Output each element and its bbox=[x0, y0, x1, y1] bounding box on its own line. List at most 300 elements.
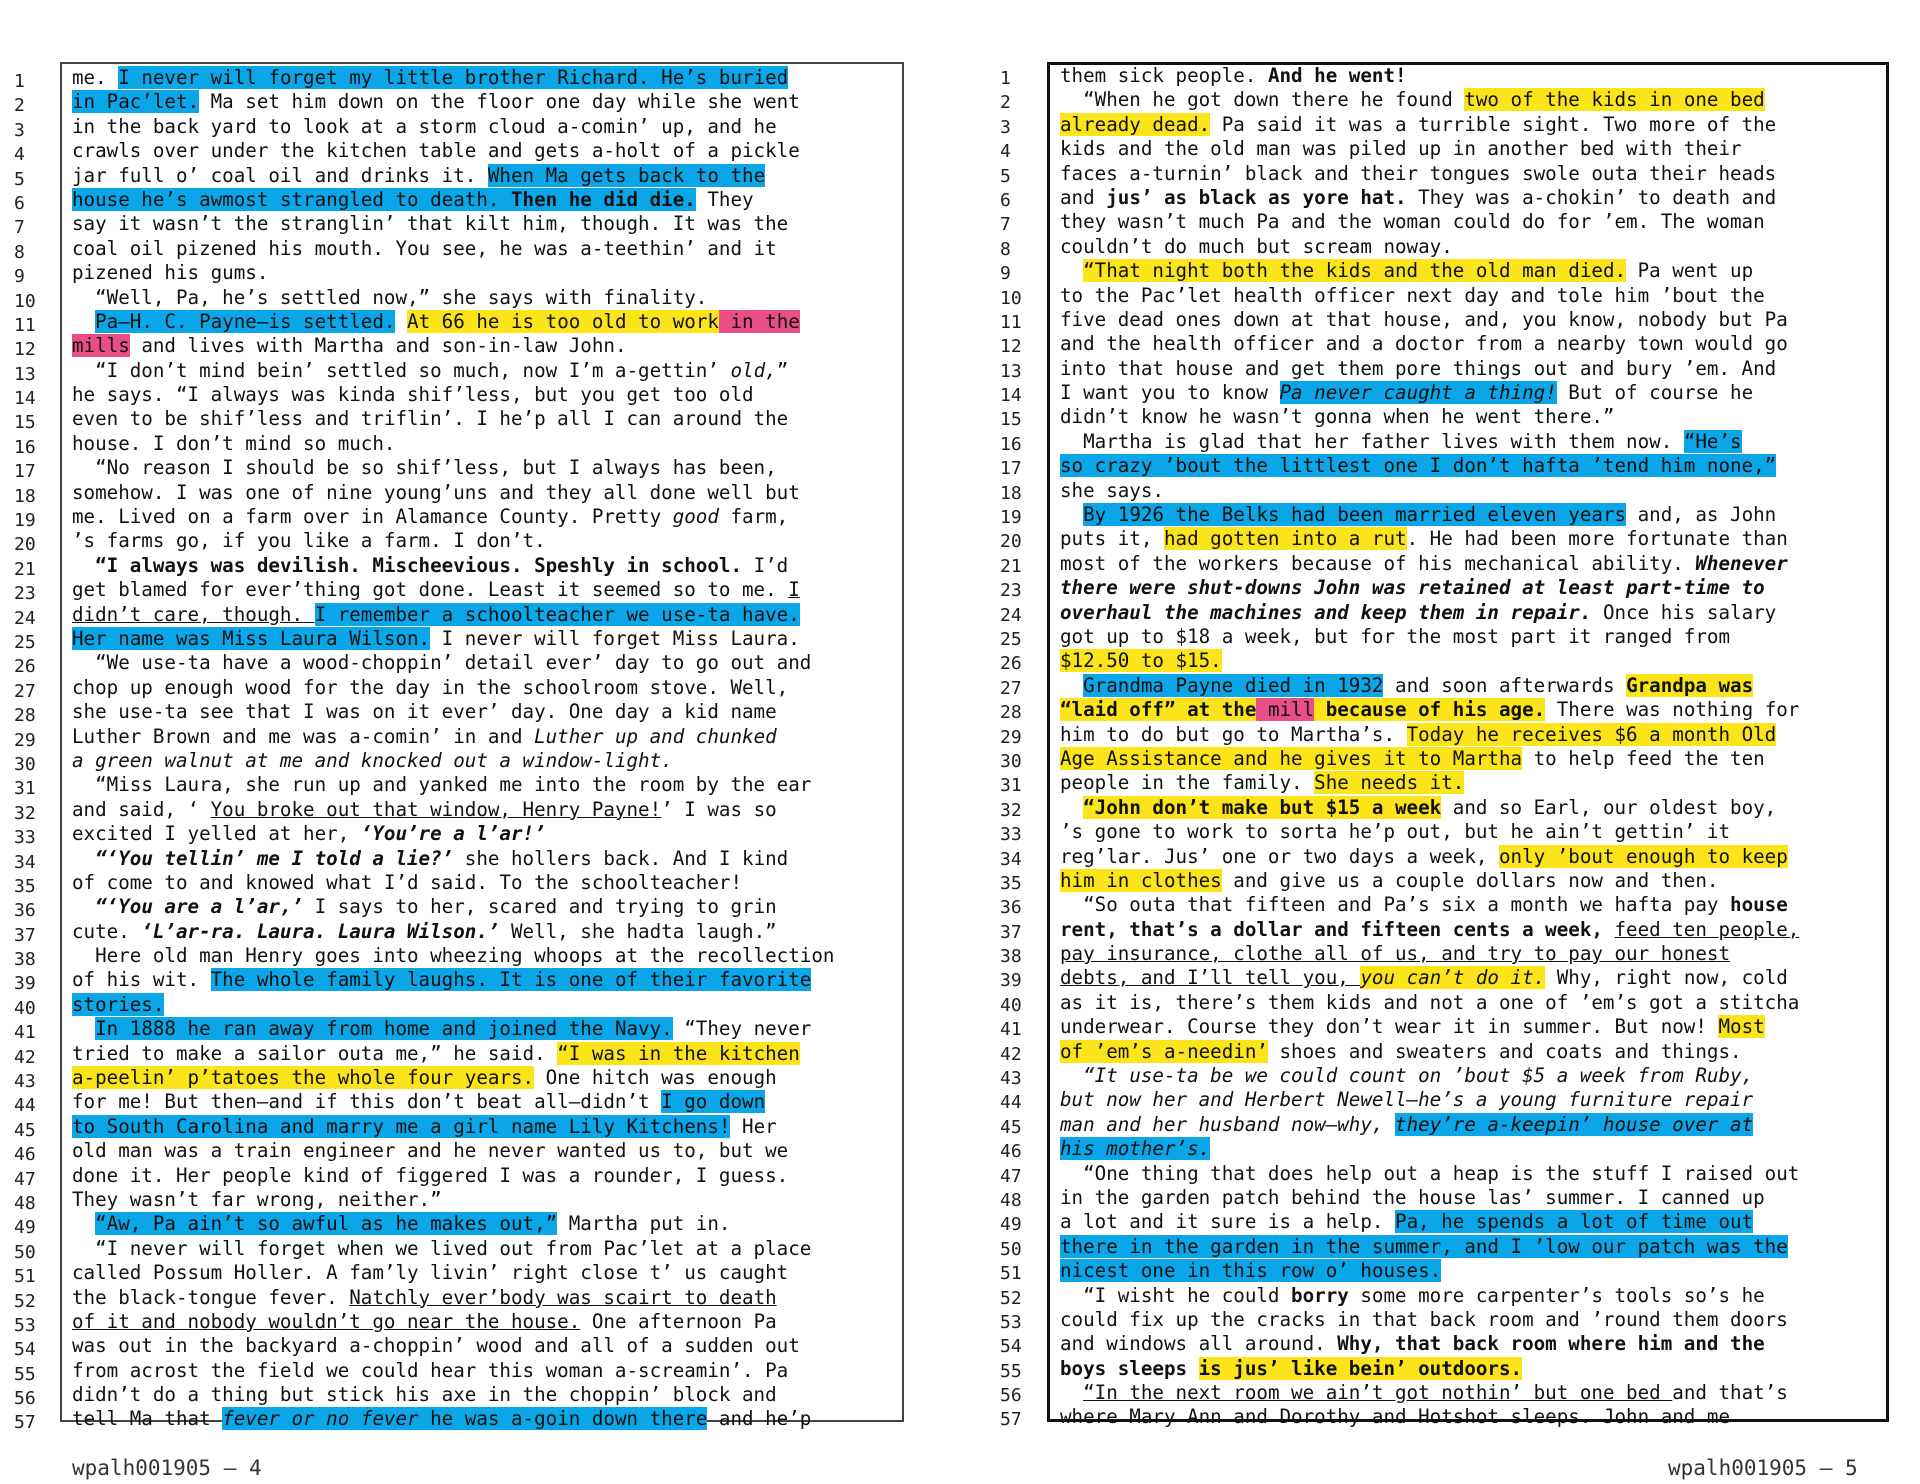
highlighted-text: The whole family laughs. It is one of their favorite bbox=[210, 968, 812, 992]
line-number: 10 bbox=[1000, 287, 1022, 309]
highlighted-text: “Aw, Pa ain’t so awful as he makes out,” bbox=[95, 1212, 558, 1236]
text-line bbox=[1060, 1162, 1880, 1186]
text-segment: overhaul the machines and keep them in repair. bbox=[1060, 600, 1592, 624]
text-line bbox=[72, 773, 892, 797]
highlighted-text: stories. bbox=[72, 992, 165, 1016]
line-number: 25 bbox=[14, 631, 36, 653]
text-segment: coal oil pizened his mouth. You see, he was a-teethin’ and it bbox=[72, 236, 777, 260]
line-number: 37 bbox=[14, 924, 36, 946]
text-segment: They bbox=[695, 187, 754, 211]
text-segment: Well, she hadta laugh.” bbox=[499, 919, 777, 943]
text-line bbox=[72, 505, 892, 529]
text-segment: say it wasn’t the stranglin’ that kilt him, though. It was the bbox=[72, 212, 789, 236]
text-segment: Her bbox=[730, 1114, 777, 1138]
line-number: 56 bbox=[1000, 1385, 1022, 1407]
text-line bbox=[72, 261, 892, 285]
text-segment: But of course he bbox=[1556, 381, 1754, 405]
text-segment: “Miss Laura, she run up and yanked me into the room by the ear bbox=[72, 773, 812, 797]
text-segment: chop up enough wood for the day in the schoolroom stove. Well, bbox=[72, 675, 789, 699]
line-number: 13 bbox=[14, 363, 36, 385]
line-number: 34 bbox=[1000, 848, 1022, 870]
text-line bbox=[72, 1261, 892, 1285]
highlighted-text: Most bbox=[1718, 1015, 1765, 1039]
text-line bbox=[72, 188, 892, 212]
text-line bbox=[1060, 235, 1880, 259]
highlighted-text: By 1926 the Belks had been married eleven years bbox=[1083, 503, 1627, 527]
text-line bbox=[1060, 357, 1880, 381]
line-number: 2 bbox=[1000, 92, 1011, 114]
text-segment bbox=[1060, 503, 1083, 526]
highlighted-text: She needs it. bbox=[1314, 771, 1465, 795]
text-segment: “Well, Pa, he’s settled now,” she says with finality. bbox=[72, 285, 708, 309]
line-number: 45 bbox=[1000, 1116, 1022, 1138]
line-number: 42 bbox=[1000, 1043, 1022, 1065]
text-line bbox=[72, 1359, 892, 1383]
text-line bbox=[1060, 64, 1880, 88]
text-line bbox=[1060, 942, 1880, 966]
text-line bbox=[1060, 454, 1880, 478]
text-segment: ” bbox=[776, 358, 789, 382]
line-number: 15 bbox=[1000, 409, 1022, 431]
text-segment: jar full o’ coal oil and drinks it. bbox=[72, 163, 488, 187]
text-segment bbox=[72, 1212, 95, 1235]
highlighted-text: him in clothes bbox=[1060, 868, 1222, 892]
line-number: 24 bbox=[1000, 604, 1022, 626]
text-segment bbox=[1060, 674, 1083, 697]
line-number: 30 bbox=[14, 753, 36, 775]
line-number: 3 bbox=[14, 119, 25, 141]
highlighted-text: I remember a schoolteacher we use-ta have. bbox=[314, 602, 800, 626]
line-number: 49 bbox=[1000, 1214, 1022, 1236]
line-number: 41 bbox=[1000, 1019, 1022, 1041]
text-segment: house bbox=[1730, 893, 1788, 917]
line-number: 33 bbox=[1000, 824, 1022, 846]
line-number: 55 bbox=[14, 1363, 36, 1385]
line-number: 20 bbox=[1000, 531, 1022, 553]
text-segment: crawls over under the kitchen table and gets a-holt of a pickle bbox=[72, 139, 800, 163]
text-segment: he says. “I always was kinda shif’less, but you get too old bbox=[72, 383, 754, 407]
line-number: 11 bbox=[14, 314, 36, 336]
highlighted-text: a-peelin’ p’tatoes the whole four years. bbox=[72, 1066, 535, 1090]
text-line bbox=[72, 1139, 892, 1163]
text-segment: the black-tongue fever. bbox=[72, 1285, 350, 1309]
text-segment: “‘You tellin’ me I told a lie?’ bbox=[95, 846, 454, 870]
line-number: 29 bbox=[14, 729, 36, 751]
text-line bbox=[72, 1334, 892, 1358]
text-line bbox=[1060, 1308, 1880, 1332]
text-line bbox=[1060, 1235, 1880, 1259]
line-number: 47 bbox=[1000, 1165, 1022, 1187]
highlighted-text: Pa, he spends a lot of time out bbox=[1395, 1210, 1754, 1234]
highlighted-text: I go down bbox=[661, 1090, 766, 1114]
text-segment: “‘You are a l’ar,’ bbox=[95, 895, 304, 919]
text-line bbox=[72, 334, 892, 358]
highlighted-text: had gotten into a rut bbox=[1163, 527, 1407, 551]
left-page-footer: wpalh001905 — 4 bbox=[72, 1456, 262, 1480]
text-segment: tell Ma that bbox=[72, 1407, 223, 1431]
text-line bbox=[1060, 381, 1880, 405]
text-segment: shoes and sweaters and coats and things. bbox=[1267, 1039, 1742, 1063]
text-line bbox=[1060, 1040, 1880, 1064]
line-number: 3 bbox=[1000, 116, 1011, 138]
text-segment: Pa said it was a turrible sight. Two more of the bbox=[1210, 112, 1777, 136]
text-line bbox=[1060, 430, 1880, 454]
text-segment: him to do but go to Martha’s. bbox=[1060, 722, 1407, 746]
highlighted-text: Grandpa was bbox=[1626, 673, 1754, 697]
text-line bbox=[1060, 1405, 1880, 1429]
text-segment bbox=[72, 847, 95, 870]
text-line bbox=[1060, 113, 1880, 137]
text-line bbox=[72, 481, 892, 505]
text-segment: and so Earl, our oldest boy, bbox=[1441, 795, 1777, 819]
text-line bbox=[1060, 284, 1880, 308]
highlighted-text: “He’s bbox=[1683, 429, 1742, 453]
text-line bbox=[1060, 698, 1880, 722]
text-segment: You broke out that window, Henry Payne! bbox=[210, 797, 662, 821]
text-segment: borry bbox=[1291, 1283, 1349, 1307]
text-line bbox=[1060, 162, 1880, 186]
line-number: 10 bbox=[14, 290, 36, 312]
line-number: 41 bbox=[14, 1022, 36, 1044]
text-line bbox=[72, 1017, 892, 1041]
text-line bbox=[72, 164, 892, 188]
text-line bbox=[72, 700, 892, 724]
text-line bbox=[1060, 1186, 1880, 1210]
line-number: 23 bbox=[1000, 580, 1022, 602]
text-line bbox=[72, 310, 892, 334]
line-number: 49 bbox=[14, 1217, 36, 1239]
text-line bbox=[1060, 1064, 1880, 1088]
text-segment: house. I don’t mind so much. bbox=[72, 431, 396, 455]
text-segment: into that house and get them pore things out and bury ’em. And bbox=[1060, 356, 1777, 380]
text-line bbox=[1060, 1332, 1880, 1356]
text-segment: done it. Her people kind of figgered I was a rounder, I guess. bbox=[72, 1163, 789, 1187]
text-segment bbox=[1060, 1064, 1083, 1087]
text-segment: and windows all around. bbox=[1060, 1332, 1338, 1356]
line-number: 51 bbox=[1000, 1263, 1022, 1285]
text-segment: old, bbox=[730, 358, 777, 382]
text-line bbox=[72, 1237, 892, 1261]
text-line bbox=[72, 993, 892, 1017]
text-segment: I says to her, scared and trying to grin bbox=[303, 895, 777, 919]
text-segment: feed ten people, bbox=[1614, 917, 1800, 941]
text-segment: and that’s bbox=[1672, 1381, 1788, 1405]
line-number: 35 bbox=[1000, 872, 1022, 894]
text-segment: and bbox=[1060, 185, 1107, 209]
text-segment: and, as John bbox=[1626, 503, 1777, 527]
text-segment: in the garden patch behind the house las’ summer. I canned up bbox=[1060, 1185, 1765, 1209]
line-number: 46 bbox=[1000, 1141, 1022, 1163]
text-line bbox=[72, 529, 892, 553]
line-number: 32 bbox=[14, 802, 36, 824]
text-segment: Luther Brown and me was a-comin’ in and bbox=[72, 724, 535, 748]
text-segment: “In the next room we ain’t got nothin’ but one bed bbox=[1083, 1381, 1673, 1405]
text-line bbox=[72, 212, 892, 236]
line-number: 30 bbox=[1000, 750, 1022, 772]
highlighted-text: of ’em’s a-needin’ bbox=[1060, 1039, 1268, 1063]
text-line bbox=[72, 1383, 892, 1407]
line-number: 43 bbox=[14, 1071, 36, 1093]
text-segment: debts, and I’ll tell you, bbox=[1060, 966, 1361, 990]
text-line bbox=[72, 383, 892, 407]
highlighted-text: mill bbox=[1256, 698, 1315, 722]
line-number: 19 bbox=[1000, 507, 1022, 529]
text-segment: faces a-turnin’ black and their tongues swole outa their heads bbox=[1060, 161, 1777, 185]
line-number: 42 bbox=[14, 1046, 36, 1068]
line-number: 36 bbox=[14, 900, 36, 922]
line-number: 39 bbox=[1000, 970, 1022, 992]
line-number: 2 bbox=[14, 95, 25, 117]
text-segment bbox=[72, 310, 95, 333]
text-line bbox=[1060, 991, 1880, 1015]
line-number: 6 bbox=[1000, 189, 1011, 211]
line-number: 4 bbox=[1000, 141, 1011, 163]
text-segment: she use-ta see that I was on it ever’ day. One day a kid name bbox=[72, 700, 777, 724]
line-number: 50 bbox=[14, 1241, 36, 1263]
line-number: 18 bbox=[14, 485, 36, 507]
highlighted-text: When Ma gets back to the bbox=[487, 163, 766, 187]
text-line bbox=[72, 627, 892, 651]
text-segment: me. bbox=[72, 66, 119, 89]
text-segment: I bbox=[788, 578, 800, 602]
line-number: 47 bbox=[14, 1168, 36, 1190]
text-segment bbox=[1060, 796, 1083, 819]
text-segment: I want you to know bbox=[1060, 381, 1280, 405]
text-segment: cute. bbox=[72, 919, 142, 943]
text-line bbox=[1060, 771, 1880, 795]
text-line bbox=[1060, 966, 1880, 990]
text-segment: and the health officer and a doctor from a nearby town would go bbox=[1060, 332, 1788, 356]
text-segment: they wasn’t much Pa and the woman could do for ’em. The woman bbox=[1060, 210, 1765, 234]
text-line bbox=[72, 822, 892, 846]
text-segment bbox=[395, 310, 407, 333]
text-segment: got up to $18 a week, but for the most part it ranged from bbox=[1060, 624, 1731, 648]
text-segment: a lot and it sure is a help. bbox=[1060, 1210, 1396, 1234]
text-segment: “They never bbox=[672, 1017, 812, 1041]
line-number: 51 bbox=[14, 1266, 36, 1288]
text-segment: a green walnut at me and knocked out a window-light. bbox=[72, 748, 673, 772]
text-line bbox=[1060, 479, 1880, 503]
highlighted-text: “John don’t make but $15 a week bbox=[1083, 795, 1442, 819]
text-segment: “So outa that fifteen and Pa’s six a month we hafta pay bbox=[1060, 893, 1731, 917]
left-page-text bbox=[72, 66, 892, 1432]
line-number: 44 bbox=[1000, 1092, 1022, 1114]
line-number: 46 bbox=[14, 1144, 36, 1166]
text-segment: I’d bbox=[742, 553, 789, 577]
text-line bbox=[1060, 503, 1880, 527]
text-line bbox=[1060, 1113, 1880, 1137]
text-segment: to help feed the ten bbox=[1522, 746, 1765, 770]
text-segment bbox=[72, 895, 95, 918]
line-number: 55 bbox=[1000, 1360, 1022, 1382]
text-segment bbox=[1060, 259, 1083, 282]
line-number: 38 bbox=[1000, 946, 1022, 968]
line-number: 9 bbox=[1000, 263, 1011, 285]
line-number: 53 bbox=[14, 1314, 36, 1336]
line-number: 32 bbox=[1000, 799, 1022, 821]
text-line bbox=[72, 1310, 892, 1334]
line-number: 7 bbox=[14, 217, 25, 239]
text-line bbox=[72, 456, 892, 480]
text-segment: Why, right now, cold bbox=[1545, 966, 1788, 990]
line-number: 54 bbox=[1000, 1336, 1022, 1358]
line-number: 25 bbox=[1000, 628, 1022, 650]
left-line-numbers bbox=[14, 70, 56, 1436]
text-segment: and he’p bbox=[707, 1407, 812, 1431]
text-segment: was out in the backyard a-choppin’ wood and all of a sudden out bbox=[72, 1334, 800, 1358]
line-number: 33 bbox=[14, 827, 36, 849]
text-segment: There was nothing for bbox=[1545, 698, 1800, 722]
line-number: 52 bbox=[1000, 1287, 1022, 1309]
line-number: 34 bbox=[14, 851, 36, 873]
line-number: 14 bbox=[1000, 385, 1022, 407]
text-line bbox=[72, 944, 892, 968]
text-segment: Luther up and chunked bbox=[534, 724, 777, 748]
text-line bbox=[72, 895, 892, 919]
text-segment: farm, bbox=[718, 505, 789, 529]
highlighted-text: there in the garden in the summer, and I ’low our patch was the bbox=[1060, 1234, 1788, 1258]
line-number: 52 bbox=[14, 1290, 36, 1312]
highlighted-text: “laid off” at the bbox=[1060, 698, 1257, 722]
line-number: 27 bbox=[1000, 677, 1022, 699]
line-number: 36 bbox=[1000, 897, 1022, 919]
line-number: 26 bbox=[1000, 653, 1022, 675]
text-segment: Why, that back room where him and the bbox=[1337, 1332, 1765, 1356]
text-segment: good bbox=[672, 505, 719, 529]
highlighted-text: Today he receives $6 a month Old bbox=[1406, 722, 1777, 746]
text-line bbox=[72, 749, 892, 773]
highlighted-text: In 1888 he ran away from home and joined the Navy. bbox=[95, 1017, 673, 1041]
text-segment: and lives with Martha and son-in-law John. bbox=[129, 334, 627, 358]
line-number: 16 bbox=[14, 436, 36, 458]
line-number: 13 bbox=[1000, 360, 1022, 382]
highlighted-text: his mother’s. bbox=[1060, 1137, 1211, 1161]
highlighted-text: already dead. bbox=[1060, 112, 1211, 136]
text-segment: boys sleeps bbox=[1060, 1356, 1199, 1380]
text-segment: “I never will forget when we lived out from Pac’let at a place bbox=[72, 1236, 812, 1260]
line-number: 31 bbox=[1000, 775, 1022, 797]
line-number: 53 bbox=[1000, 1311, 1022, 1333]
text-line bbox=[72, 237, 892, 261]
text-line bbox=[72, 90, 892, 114]
text-line bbox=[72, 578, 892, 602]
line-number: 24 bbox=[14, 607, 36, 629]
text-line bbox=[1060, 88, 1880, 112]
line-number: 26 bbox=[14, 656, 36, 678]
text-line bbox=[1060, 552, 1880, 576]
highlighted-text: you can’t do it. bbox=[1360, 966, 1546, 990]
text-segment: Whenever bbox=[1695, 551, 1788, 575]
text-segment: Martha put in. bbox=[557, 1212, 731, 1236]
text-line bbox=[1060, 210, 1880, 234]
line-number: 45 bbox=[14, 1119, 36, 1141]
line-number: 1 bbox=[1000, 68, 1011, 89]
text-segment: from acrost the field we could hear this woman a-screamin’. Pa bbox=[72, 1358, 789, 1382]
text-segment: couldn’t do much but scream noway. bbox=[1060, 234, 1453, 258]
text-segment: she hollers back. And I kind bbox=[453, 846, 789, 870]
highlighted-text: Age Assistance and he gives it to Martha bbox=[1060, 746, 1523, 770]
highlighted-text: “That night both the kids and the old man died. bbox=[1083, 259, 1627, 283]
text-line bbox=[72, 359, 892, 383]
text-line bbox=[1060, 601, 1880, 625]
text-segment: jus’ as black as yore hat. bbox=[1106, 185, 1407, 209]
text-line bbox=[1060, 186, 1880, 210]
text-segment: there were shut-downs John was retained at least part-time to bbox=[1060, 576, 1765, 600]
text-line bbox=[1060, 918, 1880, 942]
text-segment: One afternoon Pa bbox=[580, 1309, 777, 1333]
line-number: 48 bbox=[1000, 1189, 1022, 1211]
text-segment: ‘You’re a l’ar!’ bbox=[360, 822, 546, 846]
text-line bbox=[72, 1407, 892, 1431]
text-line bbox=[1060, 1137, 1880, 1161]
highlighted-text: Pa never caught a thing! bbox=[1279, 381, 1557, 405]
text-line bbox=[72, 798, 892, 822]
text-segment: for me! But then—and if this don’t beat all—didn’t bbox=[72, 1090, 662, 1114]
text-line bbox=[72, 1115, 892, 1139]
text-line bbox=[1060, 747, 1880, 771]
highlighted-text: in Pac’let. bbox=[72, 90, 200, 114]
text-segment: five dead ones down at that house, and, you know, nobody but Pa bbox=[1060, 307, 1788, 331]
line-number: 17 bbox=[1000, 458, 1022, 480]
highlighted-text: $12.50 to $15. bbox=[1060, 649, 1222, 673]
line-number: 37 bbox=[1000, 921, 1022, 943]
text-line bbox=[72, 1286, 892, 1310]
text-segment: Pa went up bbox=[1626, 259, 1754, 283]
line-number: 40 bbox=[14, 997, 36, 1019]
text-line bbox=[72, 554, 892, 578]
text-segment: I never will forget Miss Laura. bbox=[430, 626, 800, 650]
text-segment: They was a-chokin’ to death and bbox=[1406, 185, 1777, 209]
text-line bbox=[1060, 869, 1880, 893]
text-segment: of it and nobody wouldn’t go near the house. bbox=[72, 1309, 581, 1333]
text-segment: but now her and Herbert Newell—he’s a young furniture repair bbox=[1060, 1088, 1754, 1112]
highlighted-text: nicest one in this row o’ houses. bbox=[1060, 1259, 1442, 1283]
text-segment: me. Lived on a farm over in Alamance County. Pretty bbox=[72, 505, 673, 529]
line-number: 31 bbox=[14, 778, 36, 800]
text-line bbox=[1060, 1259, 1880, 1283]
line-number: 35 bbox=[14, 875, 36, 897]
text-segment bbox=[72, 1017, 95, 1040]
text-segment: ’s farms go, if you like a farm. I don’t. bbox=[72, 529, 546, 553]
text-segment: puts it, bbox=[1060, 527, 1164, 551]
text-segment: and soon afterwards bbox=[1383, 673, 1627, 697]
text-segment: pizened his gums. bbox=[72, 261, 269, 285]
text-line bbox=[1060, 1381, 1880, 1405]
text-line bbox=[72, 432, 892, 456]
text-segment: of his wit. bbox=[72, 968, 211, 992]
highlighted-text: Then he did die. bbox=[510, 187, 696, 211]
text-line bbox=[72, 1212, 892, 1236]
text-segment: “We use-ta have a wood-choppin’ detail ever’ day to go out and bbox=[72, 651, 812, 675]
text-segment bbox=[1060, 1381, 1083, 1404]
text-segment: where Mary Ann and Dorothy and Hotshot sleeps. John and me bbox=[1060, 1405, 1731, 1429]
text-line bbox=[1060, 405, 1880, 429]
highlighted-text: only ’bout enough to keep bbox=[1498, 844, 1788, 868]
text-segment: as it is, there’s them kids and not a one of ’em’s got a stitcha bbox=[1060, 990, 1800, 1014]
text-line bbox=[1060, 796, 1880, 820]
line-number: 28 bbox=[14, 705, 36, 727]
text-segment: “I wisht he could bbox=[1060, 1283, 1292, 1307]
line-number: 5 bbox=[14, 168, 25, 190]
line-number: 54 bbox=[14, 1339, 36, 1361]
text-segment: Ma set him down on the floor one day while she went bbox=[199, 90, 800, 114]
highlighted-text: to South Carolina and marry me a girl name Lily Kitchens! bbox=[72, 1114, 731, 1138]
text-segment: most of the workers because of his mechanical ability. bbox=[1060, 551, 1696, 575]
text-segment: Here old man Henry goes into wheezing whoops at the recollection bbox=[72, 944, 835, 968]
line-number: 19 bbox=[14, 510, 36, 532]
text-segment: didn’t know he wasn’t gonna when he went there.” bbox=[1060, 405, 1615, 429]
highlighted-text: I never will forget my little brother Richard. He’s buried bbox=[118, 66, 789, 89]
